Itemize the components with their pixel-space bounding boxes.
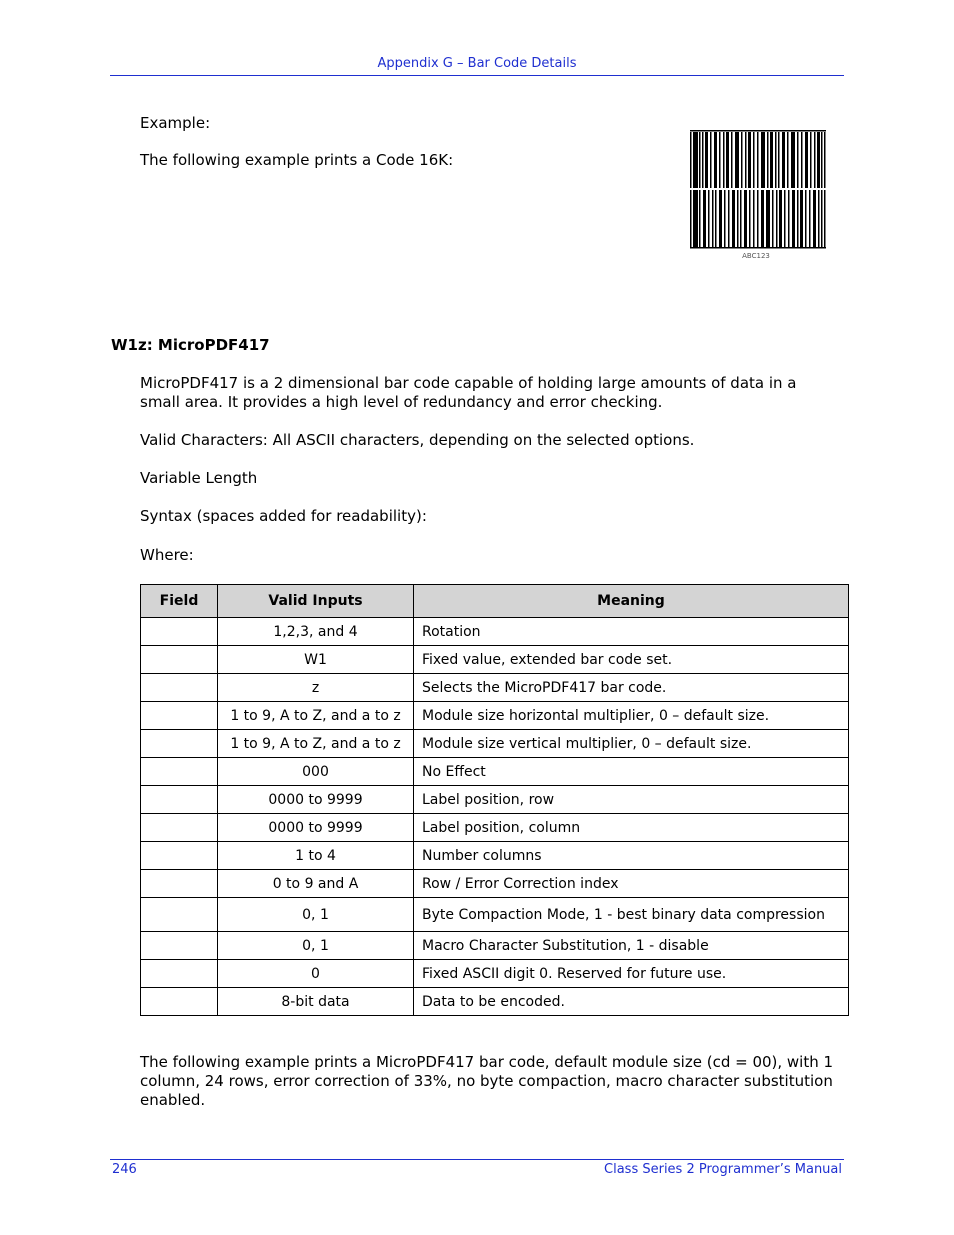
- barcode-caption: ABC123: [742, 252, 770, 260]
- barcode-bar-bottom: [809, 190, 811, 248]
- barcode-bar-bottom: [737, 190, 739, 248]
- barcode-bar-bottom: [699, 190, 701, 248]
- table-row: [141, 842, 849, 870]
- example-label: Example:: [140, 114, 211, 132]
- barcode-bar-top: [745, 132, 747, 188]
- cell-valid-inputs: 8-bit data: [218, 988, 414, 1016]
- barcode-bar-top: [690, 132, 692, 188]
- where-label: Where:: [140, 546, 194, 564]
- cell-field: [141, 674, 218, 702]
- cell-meaning: Fixed value, extended bar code set.: [414, 646, 849, 674]
- page-header: Appendix G – Bar Code Details: [377, 56, 577, 71]
- barcode-bar-top: [821, 132, 823, 188]
- barcode-bar-bottom: [757, 190, 759, 248]
- cell-field: [141, 702, 218, 730]
- cell-meaning: Row / Error Correction index: [414, 870, 849, 898]
- barcode-bar-bottom: [753, 190, 755, 248]
- variable-length: Variable Length: [140, 469, 258, 487]
- barcode-bottom-rule: [690, 247, 826, 249]
- cell-valid-inputs: W1: [218, 646, 414, 674]
- barcode-bar-bottom: [797, 190, 799, 248]
- barcode-bar-bottom: [792, 190, 795, 248]
- cell-meaning: Rotation: [414, 618, 849, 646]
- table-row: [141, 898, 849, 932]
- cell-valid-inputs: 0, 1: [218, 932, 414, 960]
- cell-meaning: Module size horizontal multiplier, 0 – default size.: [414, 702, 849, 730]
- barcode-bar-top: [791, 132, 795, 188]
- barcode-bar-bottom: [788, 190, 790, 248]
- barcode-bar-top: [735, 132, 739, 188]
- barcode-bar-top: [778, 132, 780, 188]
- cell-field: [141, 646, 218, 674]
- table-body: [141, 618, 849, 1016]
- barcode-bar-top: [761, 132, 765, 188]
- cell-meaning: Label position, column: [414, 814, 849, 842]
- cell-valid-inputs: 1 to 9, A to Z, and a to z: [218, 702, 414, 730]
- cell-valid-inputs: 1 to 9, A to Z, and a to z: [218, 730, 414, 758]
- barcode-bar-top: [797, 132, 799, 188]
- barcode-bar-top: [748, 132, 751, 188]
- barcode-bar-bottom: [690, 190, 692, 248]
- barcode-bar-top: [726, 132, 729, 188]
- page-number: 246: [112, 1162, 137, 1177]
- barcode-bar-top: [699, 132, 701, 188]
- barcode-bar-top: [767, 132, 769, 188]
- footer-rule: [110, 1159, 844, 1160]
- cell-valid-inputs: 1 to 4: [218, 842, 414, 870]
- table-row: [141, 758, 849, 786]
- barcode-bar-bottom: [766, 190, 770, 248]
- cell-valid-inputs: 0 to 9 and A: [218, 870, 414, 898]
- barcode-bar-top: [731, 132, 733, 188]
- cell-field: [141, 786, 218, 814]
- barcode-bar-top: [714, 132, 717, 188]
- cell-valid-inputs: 0000 to 9999: [218, 814, 414, 842]
- barcode-bar-bottom: [703, 190, 706, 248]
- cell-meaning: Macro Character Substitution, 1 - disable: [414, 932, 849, 960]
- cell-field: [141, 932, 218, 960]
- barcode-bar-bottom: [740, 190, 742, 248]
- cell-meaning: Byte Compaction Mode, 1 - best binary data compression: [414, 898, 849, 932]
- barcode-bar-bottom: [728, 190, 730, 248]
- example-code16k-text: The following example prints a Code 16K:: [140, 151, 454, 169]
- cell-meaning: Selects the MicroPDF417 bar code.: [414, 674, 849, 702]
- section-title: W1z: MicroPDF417: [111, 336, 270, 354]
- barcode-bar-bottom: [818, 190, 820, 248]
- code16k-barcode-image: [688, 130, 838, 260]
- table-row: [141, 870, 849, 898]
- barcode-bar-bottom: [772, 190, 774, 248]
- barcode-bar-top: [753, 132, 755, 188]
- barcode-bars: [690, 130, 826, 249]
- table-row: [141, 988, 849, 1016]
- header-field: Field: [141, 585, 218, 618]
- barcode-bar-bottom: [779, 190, 782, 248]
- barcode-bar-top: [814, 132, 816, 188]
- header-valid-inputs: Valid Inputs: [218, 585, 414, 618]
- table-row: [141, 814, 849, 842]
- cell-field: [141, 730, 218, 758]
- cell-meaning: Number columns: [414, 842, 849, 870]
- barcode-bar-top: [741, 132, 743, 188]
- cell-field: [141, 842, 218, 870]
- table-header-row: [141, 585, 849, 618]
- barcode-bar-bottom: [749, 190, 751, 248]
- table-row: [141, 702, 849, 730]
- table-row: [141, 960, 849, 988]
- manual-title: Class Series 2 Programmer’s Manual: [604, 1162, 842, 1177]
- barcode-bar-bottom: [805, 190, 807, 248]
- cell-valid-inputs: 0000 to 9999: [218, 786, 414, 814]
- cell-meaning: Module size vertical multiplier, 0 – default size.: [414, 730, 849, 758]
- barcode-bar-bottom: [715, 190, 717, 248]
- cell-field: [141, 988, 218, 1016]
- barcode-bar-bottom: [784, 190, 786, 248]
- barcode-bar-bottom: [744, 190, 747, 248]
- cell-meaning: Label position, row: [414, 786, 849, 814]
- barcode-bar-top: [787, 132, 789, 188]
- table-row: [141, 786, 849, 814]
- cell-meaning: Data to be encoded.: [414, 988, 849, 1016]
- table-row: [141, 932, 849, 960]
- barcode-bar-top: [770, 132, 773, 188]
- valid-characters: Valid Characters: All ASCII characters, depending on the selected options.: [140, 431, 695, 449]
- barcode-bar-top: [705, 132, 708, 188]
- barcode-bar-top: [782, 132, 785, 188]
- cell-meaning: No Effect: [414, 758, 849, 786]
- cell-valid-inputs: 0, 1: [218, 898, 414, 932]
- barcode-bar-bottom: [732, 190, 735, 248]
- barcode-bar-bottom: [708, 190, 710, 248]
- cell-field: [141, 618, 218, 646]
- table-row: [141, 674, 849, 702]
- barcode-bar-bottom: [719, 190, 722, 248]
- cell-meaning: Fixed ASCII digit 0. Reserved for future use.: [414, 960, 849, 988]
- barcode-bar-bottom: [813, 190, 816, 248]
- barcode-bar-bottom: [761, 190, 764, 248]
- barcode-bar-top: [693, 132, 698, 188]
- cell-field: [141, 898, 218, 932]
- table-row: [141, 618, 849, 646]
- barcode-bar-bottom: [724, 190, 726, 248]
- cell-valid-inputs: 1,2,3, and 4: [218, 618, 414, 646]
- cell-field: [141, 758, 218, 786]
- barcode-bar-top: [824, 132, 826, 188]
- cell-valid-inputs: 000: [218, 758, 414, 786]
- barcode-bar-top: [805, 132, 808, 188]
- barcode-bar-top: [775, 132, 777, 188]
- cell-valid-inputs: z: [218, 674, 414, 702]
- syntax-label: Syntax (spaces added for readability):: [140, 507, 427, 525]
- barcode-bar-bottom: [824, 190, 826, 248]
- barcode-bar-top: [702, 132, 704, 188]
- barcode-bar-top: [810, 132, 812, 188]
- barcode-bar-top: [801, 132, 803, 188]
- barcode-bar-top: [757, 132, 759, 188]
- table-row: [141, 730, 849, 758]
- cell-field: [141, 960, 218, 988]
- barcode-bar-top: [723, 132, 725, 188]
- table-row: [141, 646, 849, 674]
- barcode-bar-bottom: [693, 190, 698, 248]
- barcode-bar-bottom: [776, 190, 778, 248]
- barcode-bar-top: [719, 132, 721, 188]
- cell-valid-inputs: 0: [218, 960, 414, 988]
- parameter-table: [140, 584, 849, 1016]
- barcode-top-rule: [690, 130, 826, 132]
- barcode-bar-top: [710, 132, 712, 188]
- barcode-bar-bottom: [821, 190, 823, 248]
- section-description: MicroPDF417 is a 2 dimensional bar code capable of holding large amounts of data in a small area. It provides a high level of redundancy and error checking.: [140, 374, 797, 411]
- header-meaning: Meaning: [414, 585, 849, 618]
- barcode-bar-bottom: [800, 190, 803, 248]
- cell-field: [141, 870, 218, 898]
- barcode-bar-top: [817, 132, 820, 188]
- cell-field: [141, 814, 218, 842]
- example-micropdf-text: The following example prints a MicroPDF417 bar code, default module size (cd = 00), with 1 column, 24 rows, error correction of 33%, no byte compaction, macro character substitution enabled.: [140, 1053, 834, 1109]
- barcode-bar-bottom: [712, 190, 714, 248]
- header-rule: [110, 75, 844, 76]
